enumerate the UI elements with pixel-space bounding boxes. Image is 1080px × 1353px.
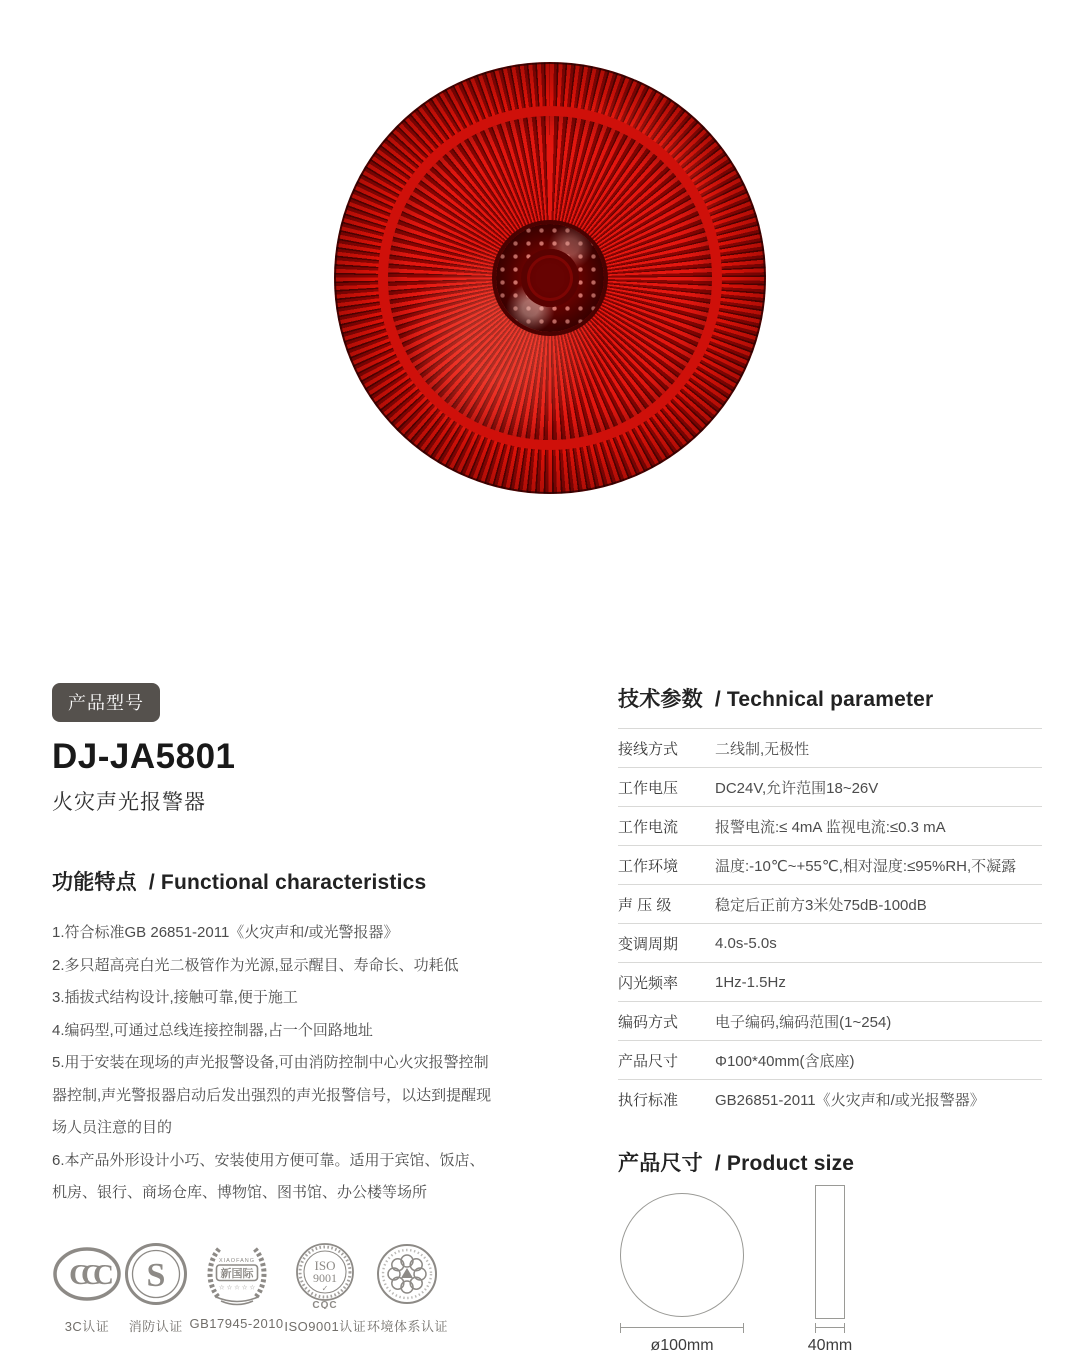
product-name: 火灾声光报警器 — [52, 791, 206, 814]
tech-title-en: / Technical parameter — [714, 688, 934, 711]
cert-label: 环境体系认证 — [366, 1319, 448, 1334]
iso9001-cqc-icon — [292, 1243, 358, 1309]
product-image-dome — [496, 224, 604, 332]
svg-text:✓: ✓ — [321, 1284, 329, 1293]
fire-s-icon — [123, 1243, 189, 1309]
certifications-row — [52, 1243, 448, 1335]
tech-value: GB26851-2011《火灾声和/或光报警器》 — [715, 1091, 985, 1109]
features-title-en: / Functional characteristics — [148, 871, 427, 894]
tech-row — [618, 1079, 1042, 1118]
cert-label: ISO9001认证 — [284, 1319, 367, 1334]
tech-table — [618, 728, 1042, 1118]
product-model-badge: 产品型号 — [52, 683, 160, 722]
environment-flower-icon — [374, 1243, 440, 1309]
tech-row — [618, 962, 1042, 1001]
cert-label: GB17945-2010 — [189, 1316, 284, 1331]
size-title-en: / Product size — [714, 1152, 855, 1175]
svg-text:CCC: CCC — [69, 1259, 105, 1291]
svg-text:XIAOFANG: XIAOFANG — [218, 1258, 255, 1264]
tech-value: 稳定后正前方3米处75dB-100dB — [715, 896, 927, 914]
tech-row — [618, 884, 1042, 923]
cert-gb17945 — [189, 1243, 283, 1335]
tech-title-zh: 技术参数 — [618, 688, 703, 711]
tech-label: 工作电压 — [618, 779, 679, 797]
tech-value: 报警电流:≤ 4mA 监视电流:≤0.3 mA — [715, 818, 946, 836]
cert-3c — [52, 1243, 122, 1335]
svg-text:CQC: CQC — [312, 1300, 338, 1309]
tech-value: Φ100*40mm(含底座) — [715, 1052, 855, 1070]
tech-row — [618, 845, 1042, 884]
features-title — [52, 866, 494, 896]
svg-text:☆ ☆ ☆ ☆ ☆: ☆ ☆ ☆ ☆ ☆ — [218, 1284, 255, 1292]
tech-title — [618, 683, 1042, 713]
top-view-circle — [620, 1193, 744, 1317]
svg-text:新国际: 新国际 — [220, 1268, 254, 1280]
diameter-label: ø100mm — [650, 1337, 714, 1353]
product-image-center — [521, 249, 579, 307]
tech-label: 编码方式 — [618, 1013, 679, 1031]
height-dimension-line — [815, 1327, 845, 1328]
tech-label: 工作环境 — [618, 857, 679, 875]
features-title-zh: 功能特点 — [52, 871, 137, 894]
tech-row — [618, 767, 1042, 806]
feature-item: 2.多只超高亮白光二极管作为光源,显示醒目、寿命长、功耗低 — [52, 956, 459, 974]
feature-item: 3.插拔式结构设计,接触可靠,便于施工 — [52, 989, 298, 1006]
cert-fire — [123, 1243, 189, 1335]
tech-value: DC24V,允许范围18~26V — [715, 779, 879, 797]
svg-text:ISO: ISO — [314, 1258, 336, 1273]
tech-label: 执行标准 — [618, 1091, 679, 1109]
tech-value: 4.0s-5.0s — [715, 934, 777, 952]
feature-item: 4.编码型,可通过总线连接控制器,占一个回路地址 — [52, 1021, 373, 1039]
tech-label: 工作电流 — [618, 818, 679, 836]
tech-label: 闪光频率 — [618, 974, 679, 992]
product-image-inner-ring — [388, 116, 712, 440]
ccc-icon — [52, 1243, 122, 1309]
diameter-dimension-line — [620, 1327, 744, 1328]
feature-item: 5.用于安装在现场的声光报警设备,可由消防控制中心火灾报警控制器控制,声光警报器启动后发出强烈的声光报警信号，以达到提醒现场人员注意的目的 — [52, 1054, 492, 1136]
tech-row — [618, 923, 1042, 962]
size-diagram — [618, 1181, 1042, 1353]
left-column — [52, 683, 494, 1210]
xiaofang-wreath-icon — [204, 1243, 270, 1309]
height-label: 40mm — [807, 1337, 853, 1353]
size-title-zh: 产品尺寸 — [618, 1152, 703, 1175]
tech-value: 二线制,无极性 — [715, 740, 810, 758]
tech-label: 变调周期 — [618, 935, 679, 953]
svg-text:9001: 9001 — [313, 1271, 338, 1285]
tech-label: 接线方式 — [618, 740, 679, 758]
svg-text:S: S — [146, 1257, 166, 1294]
cert-label: 消防认证 — [128, 1319, 183, 1334]
tech-value: 电子编码,编码范围(1~254) — [715, 1013, 892, 1031]
cert-iso9001 — [284, 1243, 366, 1335]
size-title — [618, 1147, 1042, 1177]
cert-environment — [367, 1243, 448, 1335]
side-view-rect — [815, 1185, 845, 1319]
product-model: DJ-JA5801 — [52, 737, 236, 776]
product-image — [334, 62, 766, 494]
tech-label: 声 压 级 — [618, 896, 672, 914]
features-list — [52, 917, 494, 1210]
tech-row — [618, 1001, 1042, 1040]
tech-label: 产品尺寸 — [618, 1052, 679, 1070]
tech-value: 1Hz-1.5Hz — [715, 973, 786, 991]
tech-row — [618, 806, 1042, 845]
feature-item: 6.本产品外形设计小巧、安装使用方便可靠。适用于宾馆、饭店、机房、银行、商场仓库、博物馆、图书馆、办公楼等场所 — [52, 1151, 485, 1201]
right-column — [618, 683, 1042, 1353]
tech-value: 温度:-10℃~+55℃,相对湿度:≤95%RH,不凝露 — [715, 857, 1017, 875]
feature-item: 1.符合标准GB 26851-2011《火灾声和/或光警报器》 — [52, 924, 399, 941]
tech-row — [618, 1040, 1042, 1079]
tech-row — [618, 728, 1042, 767]
cert-label: 3C认证 — [64, 1319, 110, 1334]
